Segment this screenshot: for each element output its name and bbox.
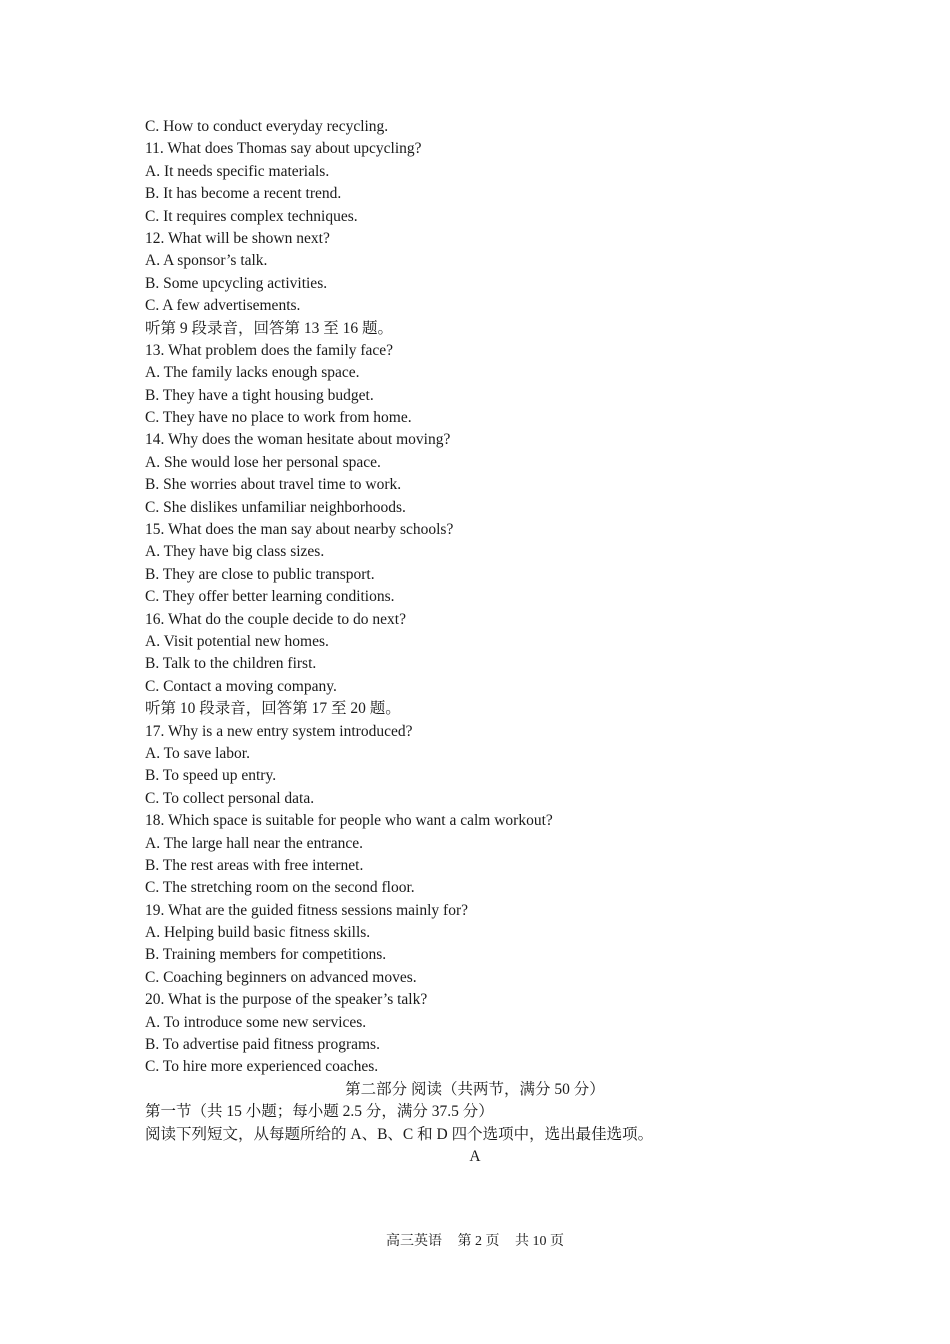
- answer-option: C. How to conduct everyday recycling.: [145, 118, 389, 135]
- question-stem: 14. Why does the woman hesitate about moving?: [145, 431, 451, 449]
- question-stem: 13. What problem does the family face?: [145, 341, 394, 359]
- answer-option: B. To speed up entry.: [145, 767, 277, 785]
- answer-option: A. The large hall near the entrance.: [145, 834, 364, 852]
- answer-option: A. She would lose her personal space.: [145, 453, 381, 471]
- answer-option: C. To collect personal data.: [145, 789, 315, 807]
- answer-option: C. To hire more experienced coaches.: [145, 1058, 379, 1076]
- question-stem: 16. What do the couple decide to do next?: [145, 610, 406, 628]
- answer-option: C. They have no place to work from home.: [145, 409, 412, 427]
- answer-option: C. Coaching beginners on advanced moves.: [145, 968, 417, 986]
- question-text-block: [145, 116, 825, 1168]
- answer-option: A. It needs specific materials.: [145, 162, 330, 180]
- answer-option: A. The family lacks enough space.: [145, 364, 360, 382]
- listening-instruction: 听第 9 段录音，回答第 13 至 16 题。: [145, 319, 394, 337]
- answer-option: B. They have a tight housing budget.: [145, 386, 374, 404]
- footer-total-pages: 共 10 页: [515, 1234, 564, 1249]
- answer-option: B. The rest areas with free internet.: [145, 856, 364, 874]
- answer-option: B. To advertise paid fitness programs.: [145, 1036, 380, 1054]
- answer-option: A. Helping build basic fitness skills.: [145, 924, 371, 942]
- answer-option: C. The stretching room on the second floor.: [145, 879, 415, 897]
- reading-instruction: 阅读下列短文，从每题所给的 A、B、C 和 D 四个选项中，选出最佳选项。: [145, 1125, 654, 1143]
- passage-label: A: [469, 1147, 481, 1165]
- section-heading: 第二部分 阅读（共两节，满分 50 分）: [345, 1080, 605, 1098]
- listening-instruction: 听第 10 段录音，回答第 17 至 20 题。: [145, 700, 401, 718]
- answer-option: A. They have big class sizes.: [145, 543, 325, 561]
- answer-option: C. A few advertisements.: [145, 297, 301, 315]
- answer-option: C. She dislikes unfamiliar neighborhoods.: [145, 498, 406, 516]
- answer-option: C. Contact a moving company.: [145, 677, 337, 695]
- footer-page-number: 第 2 页: [457, 1234, 500, 1249]
- footer-subject: 高三英语: [386, 1234, 442, 1249]
- question-stem: 15. What does the man say about nearby schools?: [145, 521, 454, 539]
- question-stem: 19. What are the guided fitness sessions mainly for?: [145, 901, 468, 919]
- answer-option: A. To introduce some new services.: [145, 1013, 367, 1031]
- answer-option: A. Visit potential new homes.: [145, 632, 329, 650]
- answer-option: B. They are close to public transport.: [145, 565, 375, 583]
- answer-option: B. She worries about travel time to work.: [145, 476, 402, 494]
- answer-option: B. Some upcycling activities.: [145, 274, 328, 292]
- question-stem: 17. Why is a new entry system introduced?: [145, 722, 413, 740]
- subsection-heading: 第一节（共 15 小题；每小题 2.5 分，满分 37.5 分）: [145, 1103, 494, 1121]
- answer-option: C. They offer better learning conditions.: [145, 588, 395, 606]
- answer-option: C. It requires complex techniques.: [145, 207, 358, 225]
- answer-option: B. Talk to the children first.: [145, 655, 317, 673]
- question-stem: 11. What does Thomas say about upcycling?: [145, 140, 422, 158]
- answer-option: A. To save labor.: [145, 744, 250, 762]
- question-stem: 12. What will be shown next?: [145, 229, 330, 247]
- answer-option: B. It has become a recent trend.: [145, 185, 342, 203]
- page-footer: [0, 1230, 950, 1250]
- question-stem: 18. Which space is suitable for people who want a calm workout?: [145, 812, 553, 830]
- answer-option: A. A sponsor’s talk.: [145, 252, 268, 270]
- question-stem: 20. What is the purpose of the speaker’s talk?: [145, 991, 428, 1009]
- answer-option: B. Training members for competitions.: [145, 946, 387, 964]
